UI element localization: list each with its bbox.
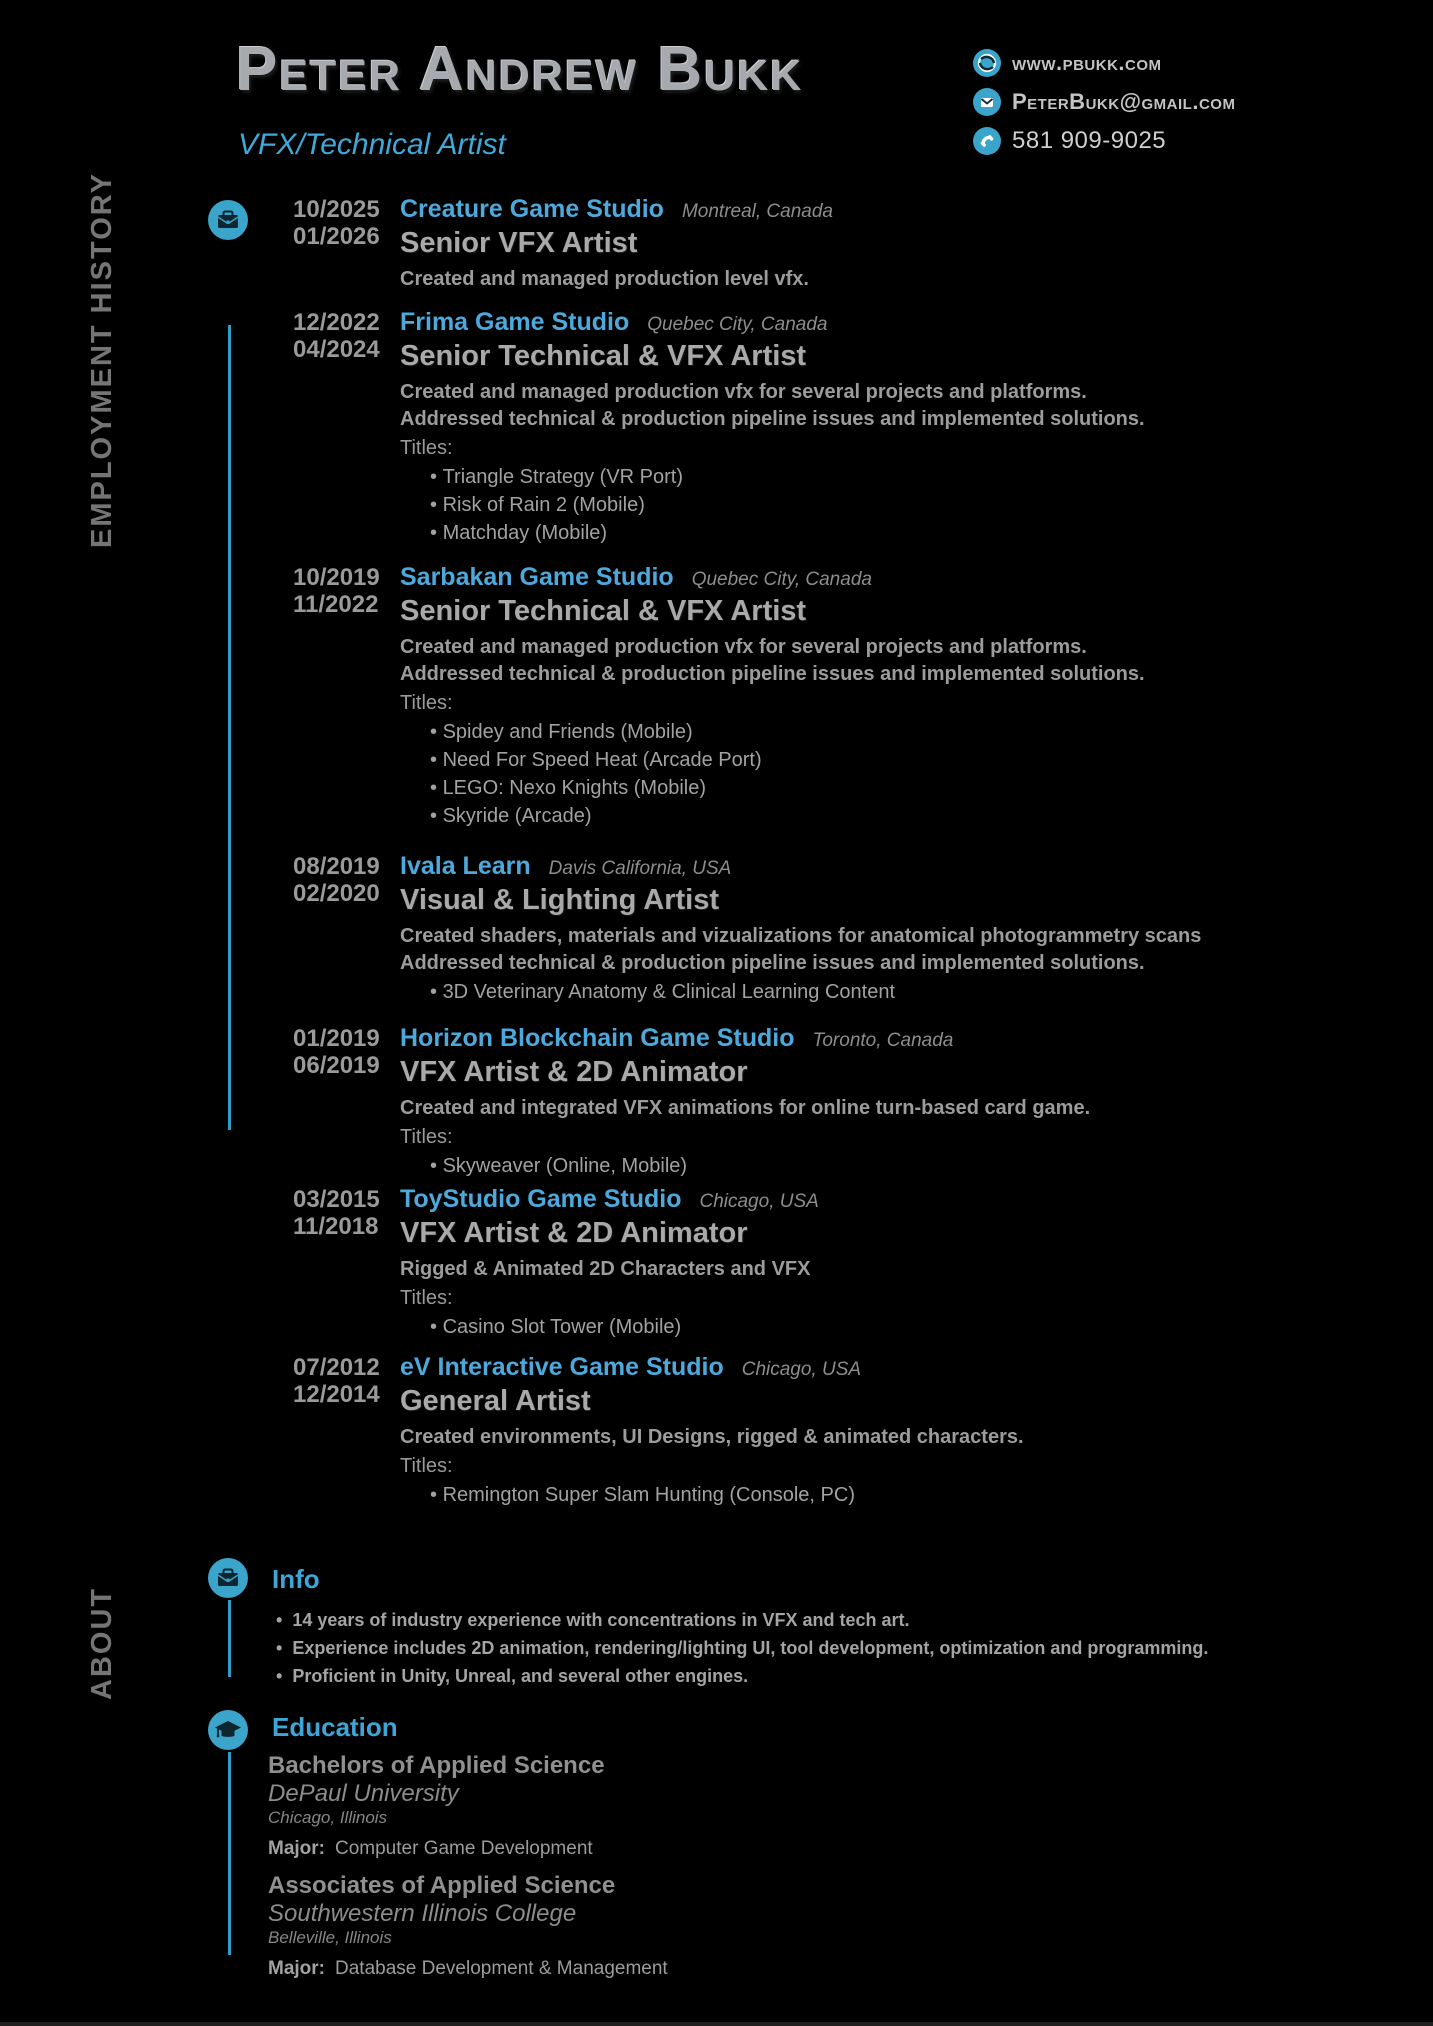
job-dates xyxy=(293,196,400,293)
job-dates xyxy=(293,309,400,547)
job-date-start: 10/2025 xyxy=(293,196,380,223)
info-timeline-line xyxy=(228,1600,231,1677)
about-label: ABOUT xyxy=(86,1586,118,1700)
job-dates xyxy=(293,853,400,1006)
person-name: Peter Andrew Bukk xyxy=(236,35,804,104)
info-briefcase-icon xyxy=(208,1558,248,1598)
school: Southwestern Illinois College xyxy=(268,1900,577,1927)
job-description xyxy=(400,266,1373,293)
info-bullet: • Experience includes 2D animation, rendering/lighting UI, tool development, optimization and programming. xyxy=(276,1634,1208,1662)
shipped-titles-list xyxy=(400,1481,1373,1509)
person-role: VFX/Technical Artist xyxy=(238,128,506,161)
job-entry xyxy=(293,309,1373,547)
description-line: Addressed technical & production pipeline issues and implemented solutions. xyxy=(400,663,1145,685)
job-dates xyxy=(293,1025,400,1180)
info-heading: Info xyxy=(272,1564,320,1594)
education-entry xyxy=(268,1872,1168,1981)
shipped-title: • Casino Slot Tower (Mobile) xyxy=(430,1313,1373,1341)
shipped-title: • Matchday (Mobile) xyxy=(430,519,1373,547)
job-date-end: 01/2026 xyxy=(293,223,380,250)
titles-label: Titles: xyxy=(400,1287,453,1309)
job-description xyxy=(400,1424,1373,1451)
job-entry xyxy=(293,196,1373,293)
company-name: Creature Game Studio xyxy=(400,195,664,223)
job-entry xyxy=(293,853,1373,1006)
job-title: Senior Technical & VFX Artist xyxy=(400,595,807,627)
education-heading: Education xyxy=(272,1712,398,1742)
phone-text[interactable]: 581 909-9025 xyxy=(1012,127,1167,154)
job-entry xyxy=(293,1186,1373,1341)
job-dates xyxy=(293,1354,400,1509)
job-date-start: 07/2012 xyxy=(293,1354,380,1381)
major-value: Computer Game Development xyxy=(335,1838,593,1859)
shipped-title: • Triangle Strategy (VR Port) xyxy=(430,463,1373,491)
shipped-title: • 3D Veterinary Anatomy & Clinical Learning Content xyxy=(430,978,1373,1006)
school-location: Chicago, Illinois xyxy=(268,1808,388,1827)
company-location: Chicago, USA xyxy=(741,1359,862,1380)
job-date-start: 10/2019 xyxy=(293,564,380,591)
job-date-start: 12/2022 xyxy=(293,309,380,336)
description-line: Created and managed production vfx for several projects and platforms. xyxy=(400,636,1087,658)
job-date-end: 12/2014 xyxy=(293,1381,380,1408)
job-date-end: 04/2024 xyxy=(293,336,380,363)
job-dates xyxy=(293,564,400,830)
shipped-titles-list xyxy=(400,718,1373,830)
major-label: Major: xyxy=(268,1958,325,1979)
major-value: Database Development & Management xyxy=(335,1958,668,1979)
page-bottom-edge xyxy=(0,2022,1433,2026)
shipped-title: • Spidey and Friends (Mobile) xyxy=(430,718,1373,746)
graduation-cap-icon xyxy=(208,1710,248,1750)
job-date-end: 02/2020 xyxy=(293,880,380,907)
job-title: Visual & Lighting Artist xyxy=(400,884,720,916)
shipped-title: • Risk of Rain 2 (Mobile) xyxy=(430,491,1373,519)
job-title: VFX Artist & 2D Animator xyxy=(400,1056,748,1088)
company-location: Davis California, USA xyxy=(548,858,732,879)
job-date-start: 01/2019 xyxy=(293,1025,380,1052)
company-location: Quebec City, Canada xyxy=(647,314,828,335)
job-entry xyxy=(293,1025,1373,1180)
employment-history-label: EMPLOYMENT HISTORY xyxy=(86,172,118,548)
info-bullet: • 14 years of industry experience with concentrations in VFX and tech art. xyxy=(276,1606,1208,1634)
job-description xyxy=(400,1256,1373,1283)
company-name: eV Interactive Game Studio xyxy=(400,1353,724,1381)
shipped-titles-list xyxy=(400,463,1373,547)
job-date-start: 03/2015 xyxy=(293,1186,380,1213)
shipped-titles-list xyxy=(400,1313,1373,1341)
info-bullet: • Proficient in Unity, Unreal, and several other engines. xyxy=(276,1662,1208,1690)
job-entry xyxy=(293,564,1373,830)
company-location: Montreal, Canada xyxy=(681,201,833,222)
email-text[interactable]: PeterBukk@gmail.com xyxy=(1012,89,1236,114)
shipped-title: • Skyride (Arcade) xyxy=(430,802,1373,830)
company-name: Ivala Learn xyxy=(400,852,531,880)
job-description xyxy=(400,379,1373,433)
job-date-end: 06/2019 xyxy=(293,1052,380,1079)
titles-label: Titles: xyxy=(400,1455,453,1477)
shipped-title: • Skyweaver (Online, Mobile) xyxy=(430,1152,1373,1180)
school: DePaul University xyxy=(268,1780,459,1807)
titles-label: Titles: xyxy=(400,1126,453,1148)
shipped-title: • Need For Speed Heat (Arcade Port) xyxy=(430,746,1373,774)
school-location: Belleville, Illinois xyxy=(268,1928,392,1947)
job-date-start: 08/2019 xyxy=(293,853,380,880)
description-line: Created and managed production vfx for several projects and platforms. xyxy=(400,381,1087,403)
website-text[interactable]: www.pbukk.com xyxy=(1012,50,1162,75)
description-line: Created shaders, materials and vizualizations for anatomical photogrammetry scans xyxy=(400,925,1202,947)
company-location: Quebec City, Canada xyxy=(691,569,872,590)
job-title: General Artist xyxy=(400,1385,591,1417)
job-title: Senior Technical & VFX Artist xyxy=(400,340,807,372)
company-name: Frima Game Studio xyxy=(400,308,630,336)
shipped-titles-list xyxy=(400,1152,1373,1180)
job-date-end: 11/2022 xyxy=(293,591,379,618)
shipped-titles-list xyxy=(400,978,1373,1006)
company-name: Sarbakan Game Studio xyxy=(400,563,674,591)
job-description xyxy=(400,634,1373,688)
job-date-end: 11/2018 xyxy=(293,1213,379,1240)
job-description xyxy=(400,1095,1373,1122)
description-line: Created and managed production level vfx. xyxy=(400,268,809,290)
shipped-title: • Remington Super Slam Hunting (Console, PC) xyxy=(430,1481,1373,1509)
job-title: VFX Artist & 2D Animator xyxy=(400,1217,748,1249)
job-entry xyxy=(293,1354,1373,1509)
titles-label: Titles: xyxy=(400,437,453,459)
shipped-title: • LEGO: Nexo Knights (Mobile) xyxy=(430,774,1373,802)
education-entry xyxy=(268,1752,1168,1861)
description-line: Addressed technical & production pipeline issues and implemented solutions. xyxy=(400,408,1145,430)
education-timeline-line xyxy=(228,1752,231,1955)
company-name: Horizon Blockchain Game Studio xyxy=(400,1024,795,1052)
major-label: Major: xyxy=(268,1838,325,1859)
company-location: Toronto, Canada xyxy=(812,1030,954,1051)
degree: Bachelors of Applied Science xyxy=(268,1752,605,1779)
degree: Associates of Applied Science xyxy=(268,1872,616,1899)
titles-label: Titles: xyxy=(400,692,453,714)
company-name: ToyStudio Game Studio xyxy=(400,1185,682,1213)
job-title: Senior VFX Artist xyxy=(400,227,638,259)
info-bullets xyxy=(276,1606,1208,1690)
job-dates xyxy=(293,1186,400,1341)
description-line: Created environments, UI Designs, rigged & animated characters. xyxy=(400,1426,1024,1448)
description-line: Rigged & Animated 2D Characters and VFX xyxy=(400,1258,811,1280)
description-line: Addressed technical & production pipeline issues and implemented solutions. xyxy=(400,952,1145,974)
company-location: Chicago, USA xyxy=(699,1191,819,1212)
description-line: Created and integrated VFX animations for online turn-based card game. xyxy=(400,1097,1091,1119)
job-description xyxy=(400,923,1373,977)
